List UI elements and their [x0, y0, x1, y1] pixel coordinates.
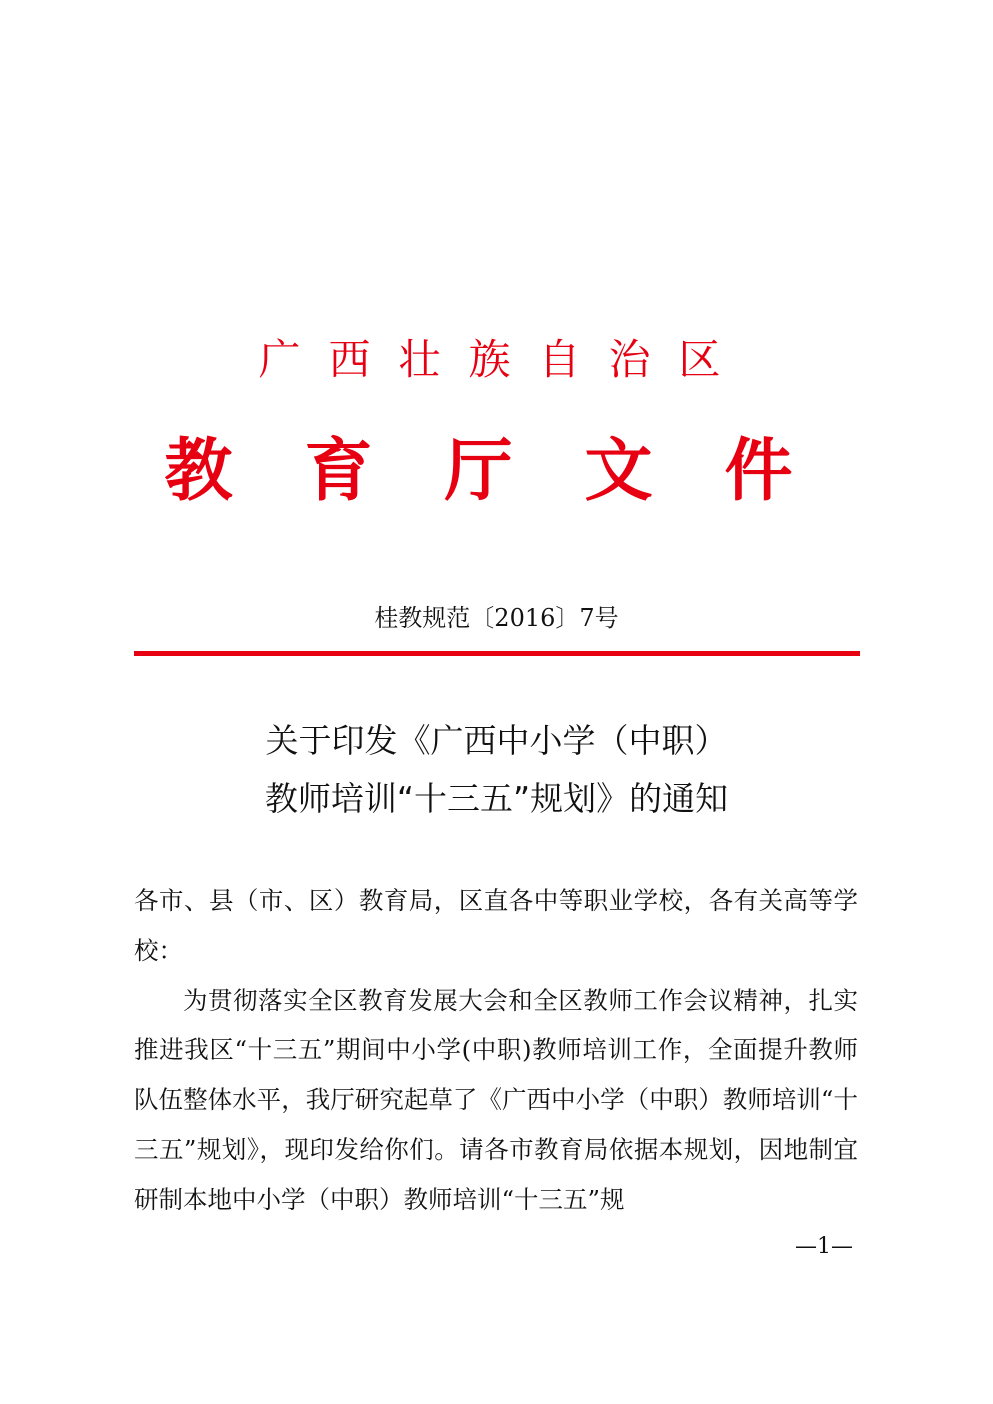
red-header-rule: [134, 651, 860, 656]
document-header: 教育厅文件: [164, 432, 865, 511]
document-body: [134, 876, 858, 1225]
body-paragraph: 为贯彻落实全区教育发展大会和全区教师工作会议精神，扎实推进我区“十三五”期间中小学(中职)教师培训工作，全面提升教师队伍整体水平，我厅研究起草了《广西中小学（中职）教师培训“十三五”规划》，现印发给你们。请各市教育局依据本规划，因地制宜研制本地中小学（中职）教师培训“十三五”规: [134, 985, 858, 1214]
salutation: 各市、县（市、区）教育局，区直各中等职业学校，各有关高等学校：: [134, 886, 858, 965]
document-title-line-1: 关于印发《广西中小学（中职）: [265, 721, 728, 760]
document-title-line-2: 教师培训“十三五”规划》的通知: [264, 779, 729, 818]
page-number: —1—: [795, 1234, 853, 1259]
document-number: 桂教规范〔2016〕7号: [374, 604, 619, 632]
issuer-name: 广西壮族自治区: [258, 335, 749, 384]
